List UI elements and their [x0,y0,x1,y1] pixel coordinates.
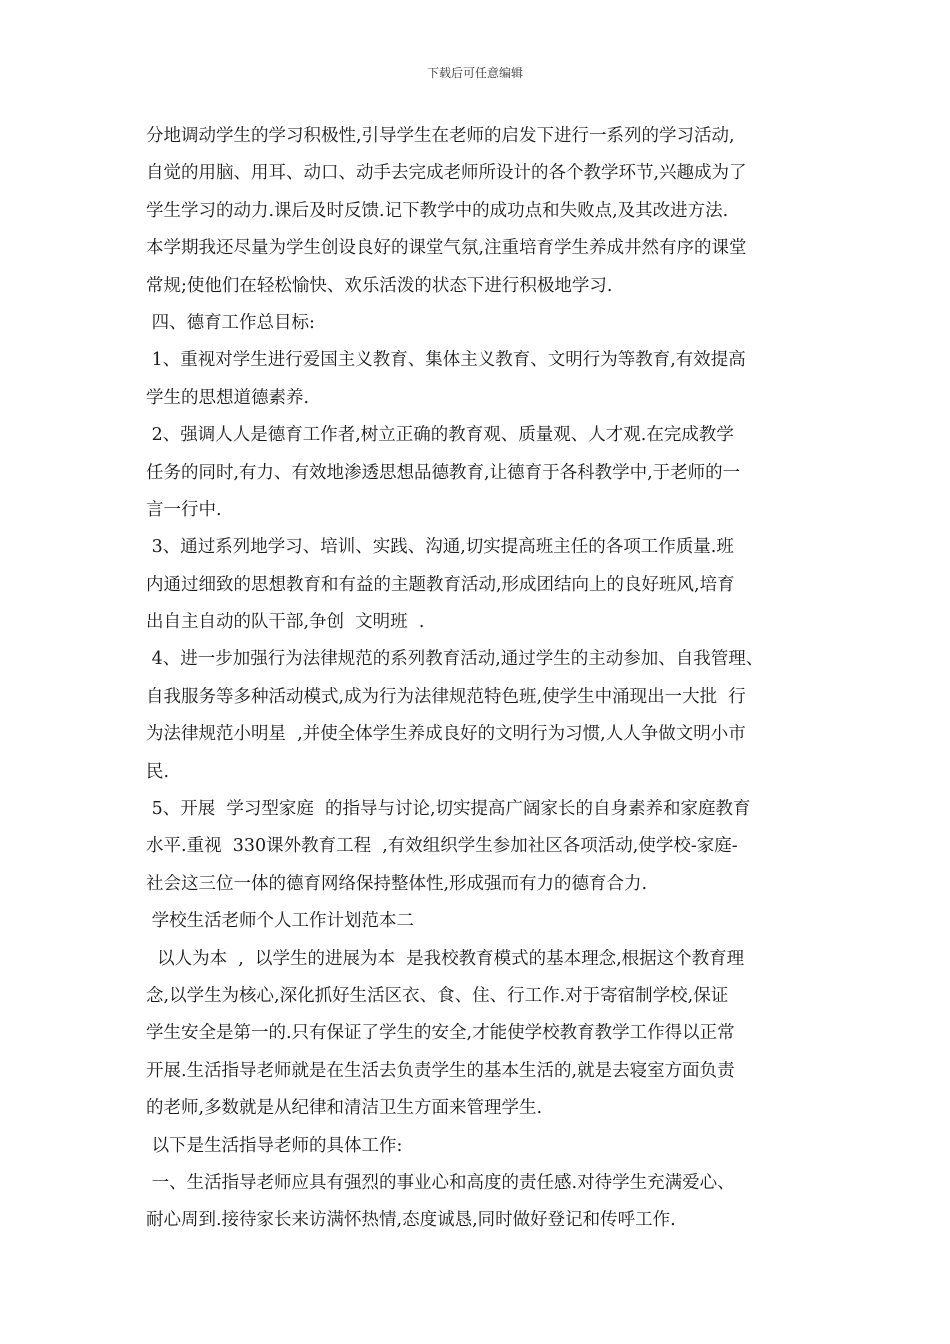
text-line: 学生的思想道德素养. [146,387,310,408]
document-body [146,118,826,1240]
text-line: 1、重视对学生进行爱国主义教育、集体主义教育、文明行为等教育,有效提高 [146,350,746,371]
text-line: 水平.重视 330课外教育工程 ,有效组织学生参加社区各项活动,使学校-家庭- [146,836,738,857]
text-line: 自我服务等多种活动模式,成为行为法律规范特色班,使学生中涌现出一大批 行 [146,686,746,707]
text-line: 学生安全是第一的.只有保证了学生的安全,才能使学校教育教学工作得以正常 [146,1023,735,1044]
text-line: 自觉的用脑、用耳、动口、动手去完成老师所设计的各个教学环节,兴趣成为了 [146,163,747,184]
text-line: 4、进一步加强行为法律规范的系列教育活动,通过学生的主动参加、自我管理、 [146,649,764,670]
page-header: 下载后可任意编辑 [426,66,523,80]
section-heading: 四、德育工作总目标: [146,312,315,333]
text-line: 分地调动学生的学习积极性,引导学生在老师的启发下进行一系列的学习活动, [146,126,735,146]
text-line: 任务的同时,有力、有效地渗透思想品德教育,让德育于各科教学中,于老师的一 [146,462,741,483]
text-line: 社会这三位一体的德育网络保持整体性,形成强而有力的德育合力. [146,873,648,894]
text-line: 出自主自动的队干部,争创 文明班 . [146,612,425,633]
text-line: 民. [146,761,170,782]
text-line: 耐心周到.接待家长来访满怀热情,态度诚恳,同时做好登记和传呼工作. [146,1210,676,1231]
text-line: 学生学习的动力.课后及时反馈.记下教学中的成功点和失败点,及其改进方法. [146,200,729,221]
text-line: 2、强调人人是德育工作者,树立正确的教育观、质量观、人才观.在完成教学 [146,425,734,446]
text-line: 3、通过系列地学习、培训、实践、沟通,切实提高班主任的各项工作质量.班 [146,537,734,558]
text-line: 以人为本 , 以学生的进展为本 是我校教育模式的基本理念,根据这个教育理 [146,948,745,969]
text-line: 言一行中. [146,499,222,520]
text-line: 的老师,多数就是从纪律和清洁卫生方面来管理学生. [146,1098,543,1119]
text-line: 开展.生活指导老师就是在生活去负责学生的基本生活的,就是去寝室方面负责 [146,1060,735,1081]
text-line: 以下是生活指导老师的具体工作: [146,1135,403,1156]
text-line: 5、开展 学习型家庭 的指导与讨论,切实提高广阔家长的自身素养和家庭教育 [146,799,751,820]
text-line: 为法律规范小明星 ,并使全体学生养成良好的文明行为习惯,人人争做文明小市 [146,724,746,745]
text-line: 内通过细致的思想教育和有益的主题教育活动,形成团结向上的良好班风,培育 [146,574,735,595]
text-line: 念,以学生为核心,深化抓好生活区衣、食、住、行工作.对于寄宿制学校,保证 [146,985,729,1006]
text-line: 常规;使他们在轻松愉快、欢乐活泼的状态下进行积极地学习. [146,275,613,296]
section-heading: 学校生活老师个人工作计划范本二 [146,911,415,932]
text-line: 一、生活指导老师应具有强烈的事业心和高度的责任感.对待学生充满爱心、 [146,1172,735,1193]
text-line: 本学期我还尽量为学生创设良好的课堂气氛,注重培育学生养成井然有序的课堂 [146,238,747,259]
